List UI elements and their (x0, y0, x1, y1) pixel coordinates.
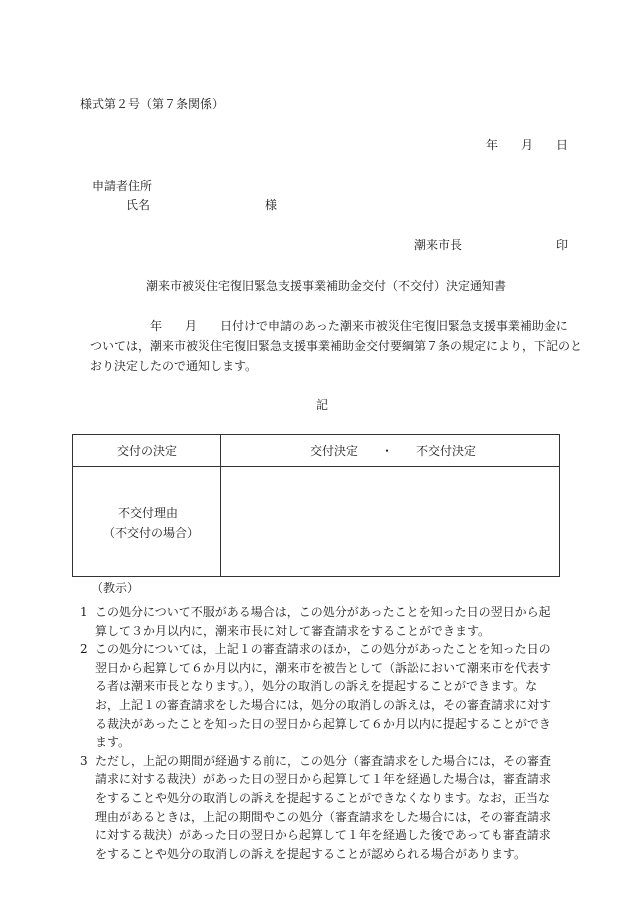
body-year: 年 (150, 319, 163, 333)
row1-value-denied: 不交付決定 (416, 444, 477, 458)
table-divider-horizontal (73, 466, 559, 467)
body-month: 月 (185, 319, 198, 333)
decision-table (72, 434, 560, 577)
body-line3: おり決定したので通知します。 (90, 359, 258, 373)
instruction-list (80, 603, 560, 863)
row2-label-line2: （不交付の場合） (103, 526, 200, 540)
instruction-item-number: 1 (80, 605, 88, 619)
instruction-item-text: ただし，上記の期間が経過する前に，この処分（審査請求をした場合には，その審査請求に対する裁決）があった日の翌日から起算して１年を経過した場合は，審査請求をすることや処分の取消しの訴えを提起することができなくなります。なお，正当な理由があるときは，上記の期間やこの処分（審査請求をした場合には，その審査請求に対する裁決）があった日の翌日から起算して１年を経過した後であっても審査請求をすることや処分の取消しの訴えを提起することが認められる場合があります。 (95, 753, 552, 861)
row1-separator: ・ (381, 444, 394, 458)
instruction-item-text: この処分について不服がある場合は，この処分があったことを知った日の翌日から起算して３か月以内に，潮来市長に対して審査請求をすることができます。 (95, 605, 551, 638)
instruction-item-number: 3 (80, 753, 88, 768)
row1-label: 交付の決定 (117, 444, 178, 458)
table-divider-vertical (220, 435, 221, 576)
applicant-name-label: 氏名 (126, 198, 151, 212)
date-month: 月 (521, 138, 534, 152)
instruction-item (80, 752, 560, 864)
document-title: 潮来市被災住宅復旧緊急支援事業補助金交付（不交付）決定通知書 (146, 279, 507, 293)
ki-heading: 記 (316, 398, 329, 412)
body-line1: 日付けで申請のあった潮来市被災住宅復旧緊急支援事業補助金に (220, 319, 568, 333)
instruction-heading: （教示） (91, 581, 140, 595)
instruction-item (80, 603, 560, 640)
form-number: 様式第２号（第７条関係） (80, 97, 225, 111)
date-year: 年 (486, 138, 499, 152)
instruction-item-number: 2 (80, 642, 88, 657)
date-day: 日 (556, 138, 569, 152)
issuer-seal: 印 (556, 238, 569, 252)
instruction-item-text: この処分については，上記１の審査請求のほか，この処分があったことを知った日の翌日から起算して６か月以内に，潮来市を被告として（訴訟において潮来市を代表する者は潮来市長となります。），処分の取消しの訴えを提起することができます。なお，上記１の審査請求をした場合には，処分の取消しの訴えは，その審査請求に対する裁決があったことを知った日の翌日から起算して６か月以内に提起することができます。 (95, 642, 552, 750)
applicant-honorific: 様 (265, 198, 278, 212)
row2-label-line1: 不交付理由 (118, 506, 179, 520)
body-line2: ついては，潮来市被災住宅復旧緊急支援事業補助金交付要綱第７条の規定により，下記のと (90, 339, 583, 353)
applicant-address-label: 申請者住所 (92, 179, 153, 193)
instruction-item (80, 640, 560, 752)
issuer-title: 潮来市長 (414, 238, 463, 252)
row1-value-granted: 交付決定 (310, 444, 359, 458)
